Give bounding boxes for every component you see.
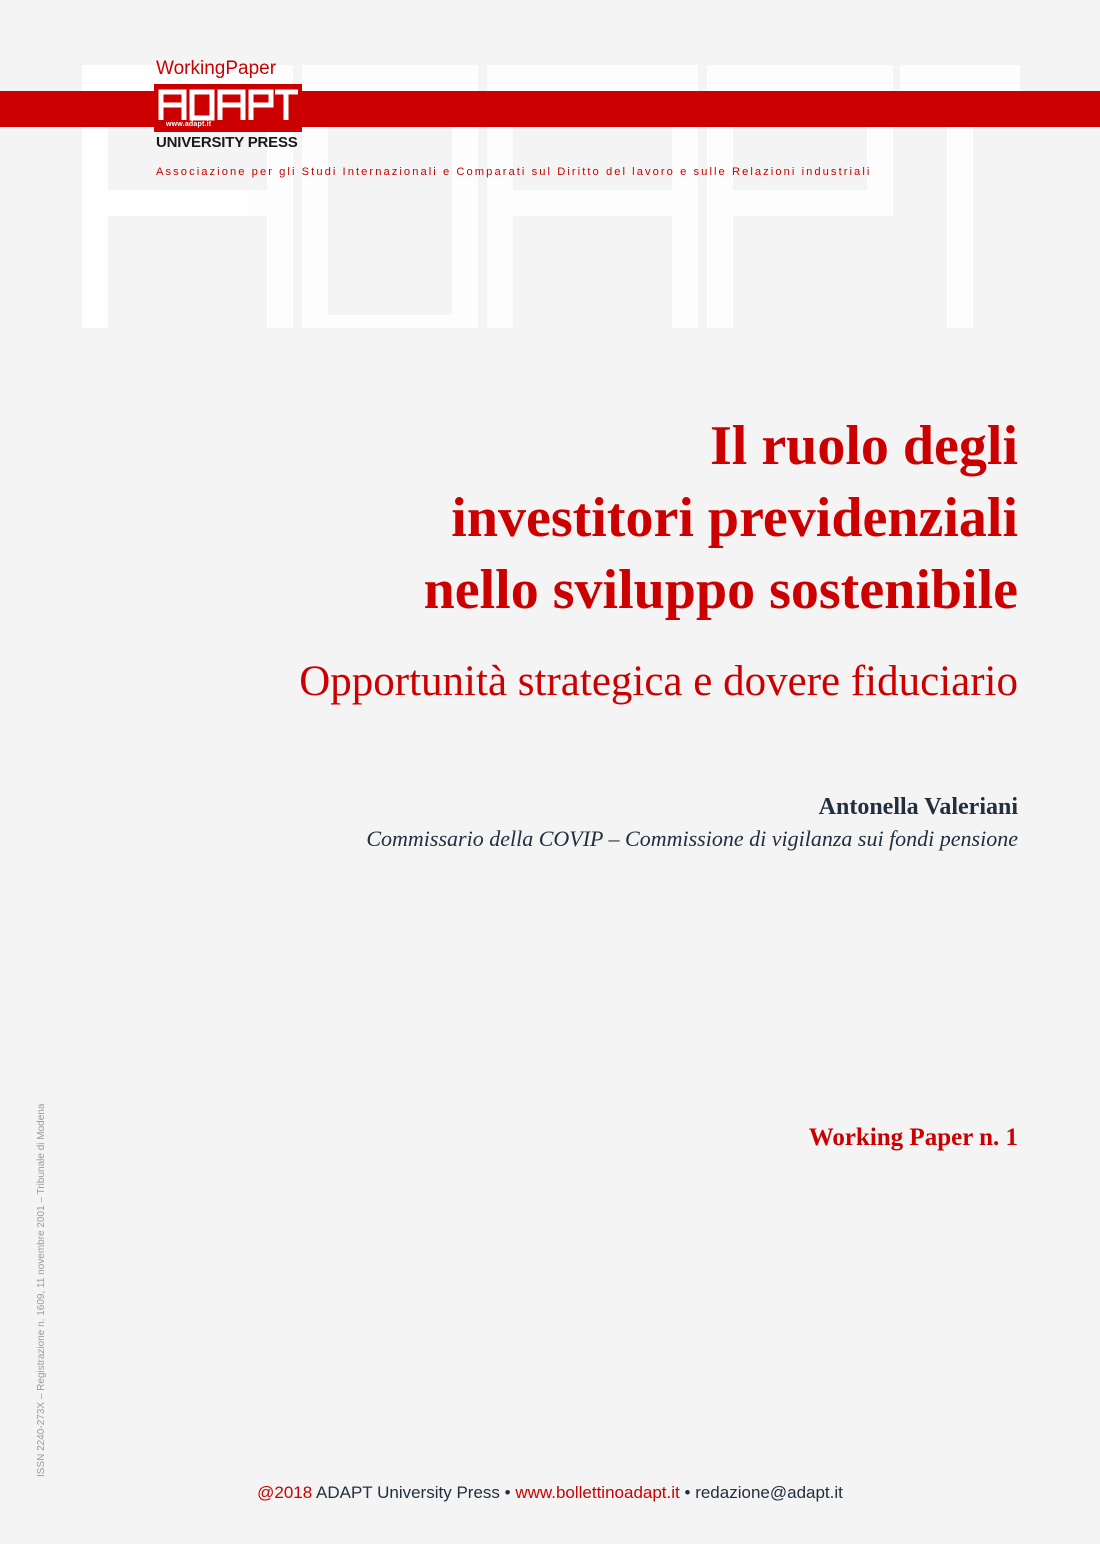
title-line-2: investitori previdenziali [451, 487, 1018, 549]
adapt-logo [154, 84, 302, 132]
author-affiliation: Commissario della COVIP – Commissione di vigilanza sui fondi pensione [366, 826, 1018, 851]
footer-separator: • [504, 1483, 511, 1502]
footer-publisher: ADAPT University Press [316, 1483, 500, 1502]
title-line-3: nello sviluppo sostenibile [423, 559, 1018, 621]
issn-registration: ISSN 2240-273X – Registrazione n. 1609, 11 novembre 2001 – Tribunale di Modena [36, 1103, 47, 1477]
watermark-adapt-logo [80, 38, 1025, 328]
title-line-1: Il ruolo degli [709, 415, 1018, 477]
association-line: Associazione per gli Studi Internazionali e Comparati sul Diritto del lavoro e sulle Relazioni industriali [156, 166, 872, 178]
series-label: WorkingPaper [156, 58, 277, 79]
footer-copyright: @2018 [257, 1483, 313, 1502]
footer-website-link[interactable]: www.bollettinoadapt.it [515, 1483, 680, 1502]
author-name: Antonella Valeriani [818, 794, 1018, 820]
paper-title [424, 410, 1018, 626]
footer [0, 1482, 1100, 1504]
footer-separator: • [684, 1483, 691, 1502]
paper-subtitle: Opportunità strategica e dovere fiduciario [299, 658, 1018, 705]
footer-email-link[interactable]: redazione@adapt.it [695, 1483, 843, 1502]
logo-url: www.adapt.it [166, 121, 212, 128]
adapt-logo-lettering [154, 84, 302, 124]
press-name: UNIVERSITY PRESS [156, 134, 298, 151]
working-paper-number: Working Paper n. 1 [808, 1124, 1018, 1151]
